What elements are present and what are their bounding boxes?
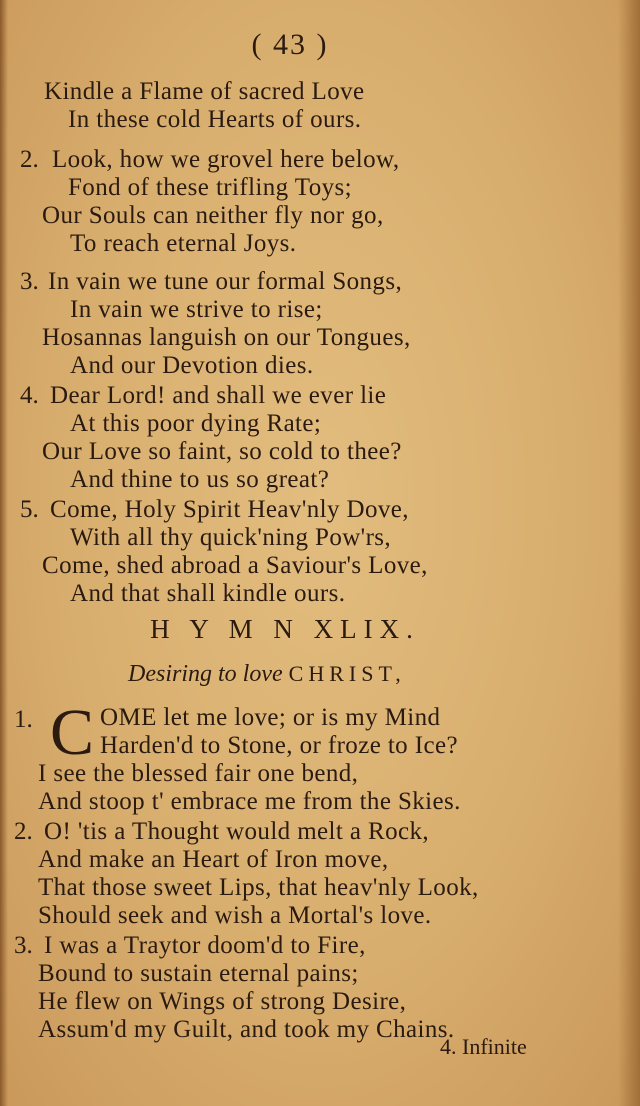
verse-line: In vain we strive to rise;	[70, 296, 323, 323]
verse-line: And stoop t' embrace me from the Skies.	[38, 788, 461, 815]
hymn-title: H Y M N XLIX.	[150, 614, 420, 644]
verse-line: Our Souls can neither fly nor go,	[42, 202, 384, 229]
drop-cap: C	[50, 696, 95, 769]
page-edge-left	[0, 0, 8, 1106]
verse-line: Bound to sustain eternal pains;	[38, 960, 359, 987]
verse-line: Our Love so faint, so cold to thee?	[42, 438, 402, 465]
verse-number: 4.	[20, 382, 39, 409]
verse-line: And make an Heart of Iron move,	[38, 846, 389, 873]
verse-line: Look, how we grovel here below,	[52, 146, 400, 173]
hymn-subtitle	[128, 661, 406, 688]
verse-number: 2.	[20, 146, 39, 173]
verse-line: And that shall kindle ours.	[70, 580, 346, 607]
verse-line: That those sweet Lips, that heav'nly Look,	[38, 874, 479, 901]
verse-line: And our Devotion dies.	[70, 352, 314, 379]
verse-line: Hosannas languish on our Tongues,	[42, 324, 411, 351]
verse-line: I was a Traytor doom'd to Fire,	[44, 932, 366, 959]
verse-line: To reach eternal Joys.	[70, 230, 297, 257]
subtitle-italic: Desiring to love	[128, 661, 283, 687]
verse-number: 2.	[14, 818, 33, 845]
verse-line: Come, shed abroad a Saviour's Love,	[42, 552, 428, 579]
verse-line: At this poor dying Rate;	[70, 410, 322, 437]
verse-line: Should seek and wish a Mortal's love.	[38, 902, 432, 929]
subtitle-caps: CHRIST,	[288, 661, 406, 686]
verse-line: Assum'd my Guilt, and took my Chains.	[38, 1016, 455, 1043]
verse-number: 3.	[14, 932, 33, 959]
page-edge-right	[618, 0, 640, 1106]
verse-line: In vain we tune our formal Songs,	[48, 268, 403, 295]
verse-line: Fond of these trifling Toys;	[68, 174, 352, 201]
verse-number: 1.	[14, 706, 33, 733]
verse-line: O! 'tis a Thought would melt a Rock,	[44, 818, 430, 845]
verse-line: Dear Lord! and shall we ever lie	[50, 382, 387, 409]
verse-number: 5.	[20, 496, 39, 523]
verse-line: OME let me love; or is my Mind	[100, 704, 441, 731]
verse-line: Harden'd to Stone, or froze to Ice?	[100, 732, 458, 759]
page-number: ( 43 )	[251, 28, 329, 61]
verse-line: Kindle a Flame of sacred Love	[44, 78, 365, 105]
verse-line: I see the blessed fair one bend,	[38, 760, 359, 787]
verse-line: He flew on Wings of strong Desire,	[38, 988, 407, 1015]
verse-number: 3.	[20, 268, 39, 295]
verse-line: With all thy quick'ning Pow'rs,	[70, 524, 392, 551]
verse-line: And thine to us so great?	[70, 466, 330, 493]
verse-line: Come, Holy Spirit Heav'nly Dove,	[50, 496, 409, 523]
catchword: 4. Infinite	[440, 1034, 527, 1059]
verse-line: In these cold Hearts of ours.	[68, 106, 362, 133]
